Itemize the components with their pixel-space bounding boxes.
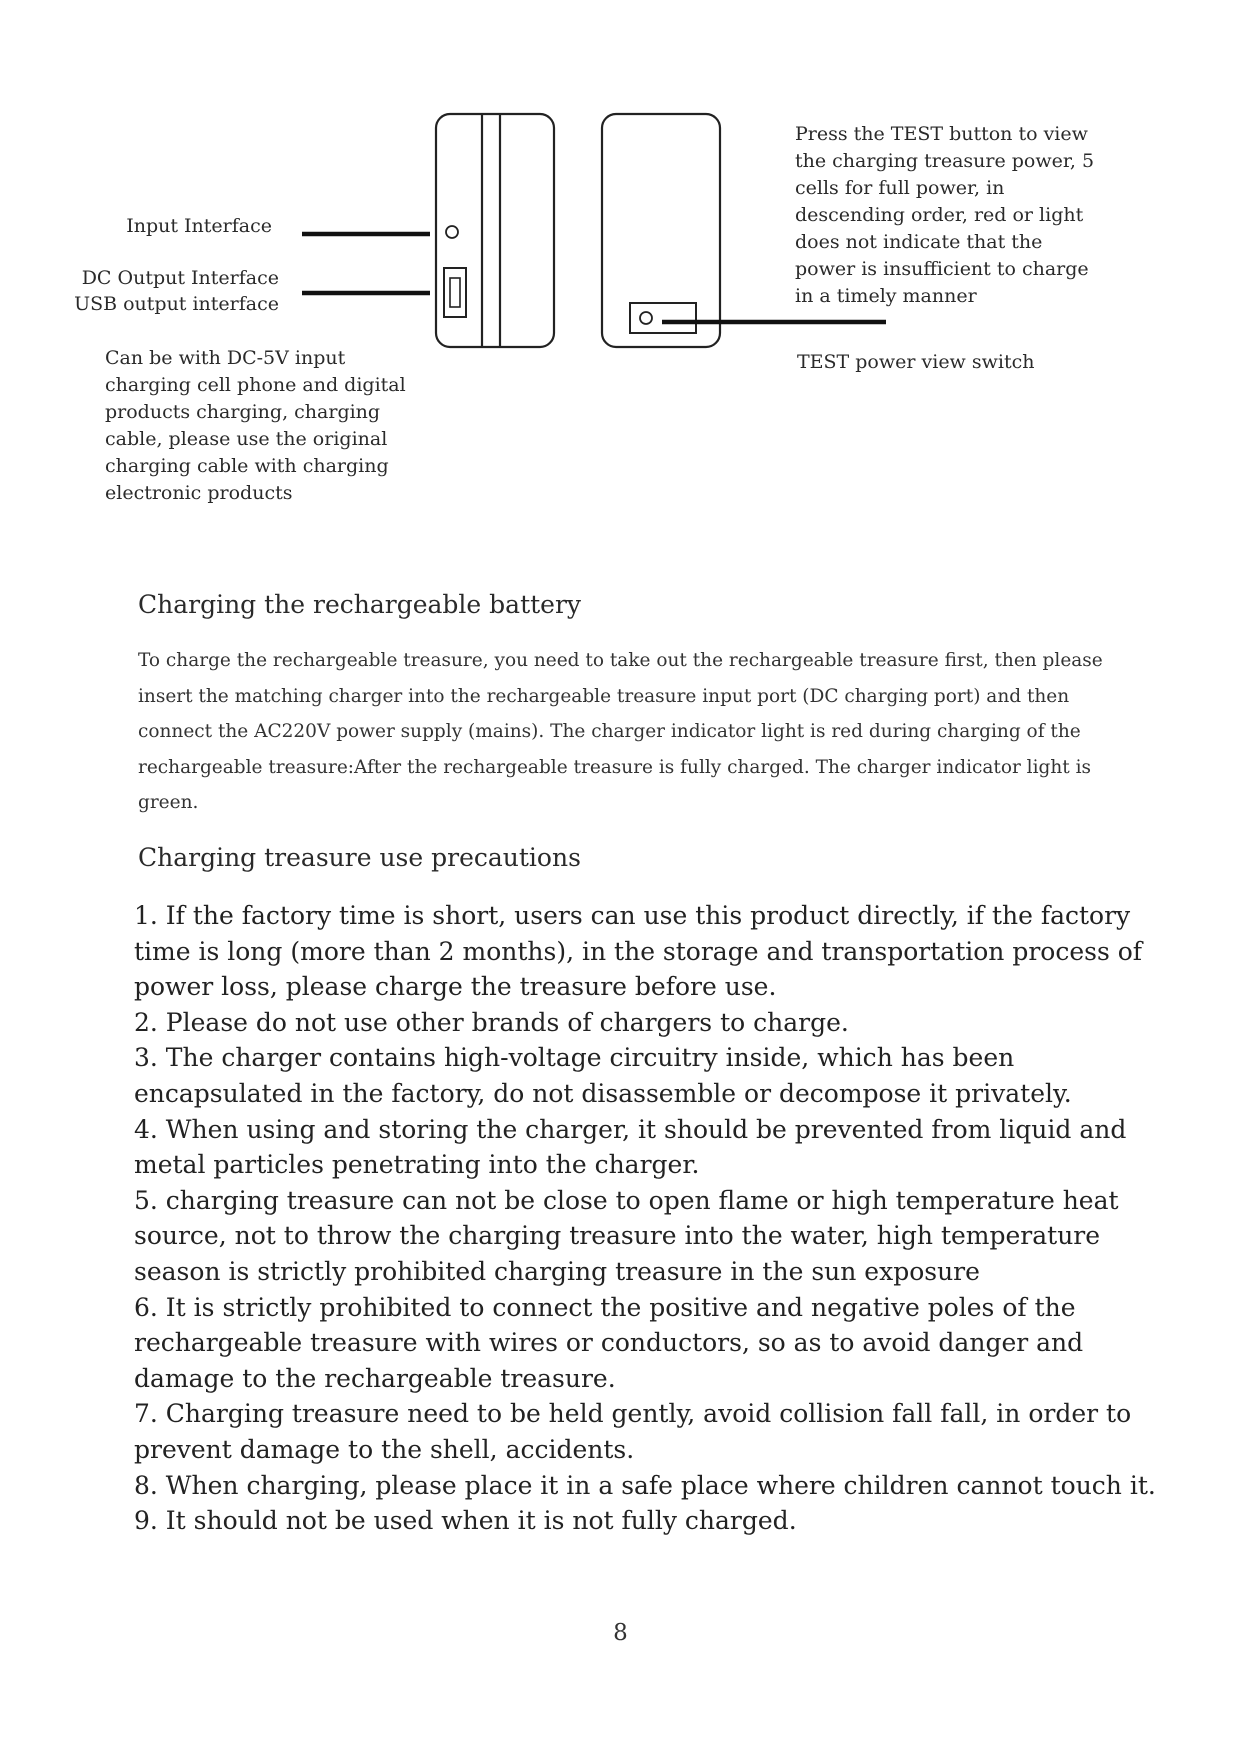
precaution-item: 2. Please do not use other brands of chargers to charge.: [134, 1007, 849, 1037]
precaution-item: 7. Charging treasure need to be held gently, avoid collision fall fall, in order to prevent damage to the shell, accidents.: [134, 1399, 1132, 1464]
precaution-item: 6. It is strictly prohibited to connect the positive and negative poles of the rechargeable treasure with wires or conductors, so as to avoid danger and damage to the rechargeable treasure.: [134, 1292, 1084, 1393]
usb-output-label: USB output interface: [74, 293, 279, 315]
usb-port-icon: [450, 278, 460, 307]
test-switch-label: TEST power view switch: [797, 351, 1035, 373]
test-description: Press the TEST button to view the charging treasure power, 5 cells for full power, in descending order, red or light does not indicate that the power is insufficient to charge in a timely manner: [795, 123, 1095, 307]
precaution-item: 3. The charger contains high-voltage circuitry inside, which has been encapsulated in the factory, do not disassemble or decompose it privately.: [134, 1043, 1072, 1108]
precaution-item: 8. When charging, please place it in a safe place where children cannot touch it.: [134, 1470, 1156, 1500]
input-interface-label: Input Interface: [126, 215, 272, 237]
test-button-icon: [640, 312, 652, 324]
dc-description: Can be with DC-5V input charging cell phone and digital products charging, charging cable, please use the original charging cable with charging electronic products: [105, 347, 406, 504]
precautions-list: [134, 898, 1164, 1539]
precaution-item: 9. It should not be used when it is not fully charged.: [134, 1506, 797, 1536]
side-view-device: [436, 114, 554, 347]
charging-body: To charge the rechargeable treasure, you need to take out the rechargeable treasure first, then please insert the matching charger into the rechargeable treasure input port (DC charging port) and then connect the AC220V power supply (mains). The charger indicator light is red during charging of the rechargeable treasure:After the rechargeable treasure is fully charged. The charger indicator light is green.: [138, 650, 1103, 813]
precaution-item: 1. If the factory time is short, users can use this product directly, if the factory time is long (more than 2 months), in the storage and transportation process of power loss, please charge the treasure before use.: [134, 901, 1143, 1002]
precaution-item: 5. charging treasure can not be close to open flame or high temperature heat source, not to throw the charging treasure into the water, high temperature season is strictly prohibited charging treasure in the sun exposure: [134, 1185, 1119, 1286]
input-port-icon: [446, 226, 458, 238]
dc-output-label: DC Output Interface: [81, 267, 279, 289]
precautions-heading: Charging treasure use precautions: [138, 843, 581, 872]
device-diagram: [0, 0, 1241, 520]
front-view-device: [602, 114, 720, 347]
page-number: 8: [613, 1620, 628, 1646]
precaution-item: 4. When using and storing the charger, it should be prevented from liquid and metal particles penetrating into the charger.: [134, 1114, 1127, 1180]
charging-heading: Charging the rechargeable battery: [138, 590, 582, 619]
